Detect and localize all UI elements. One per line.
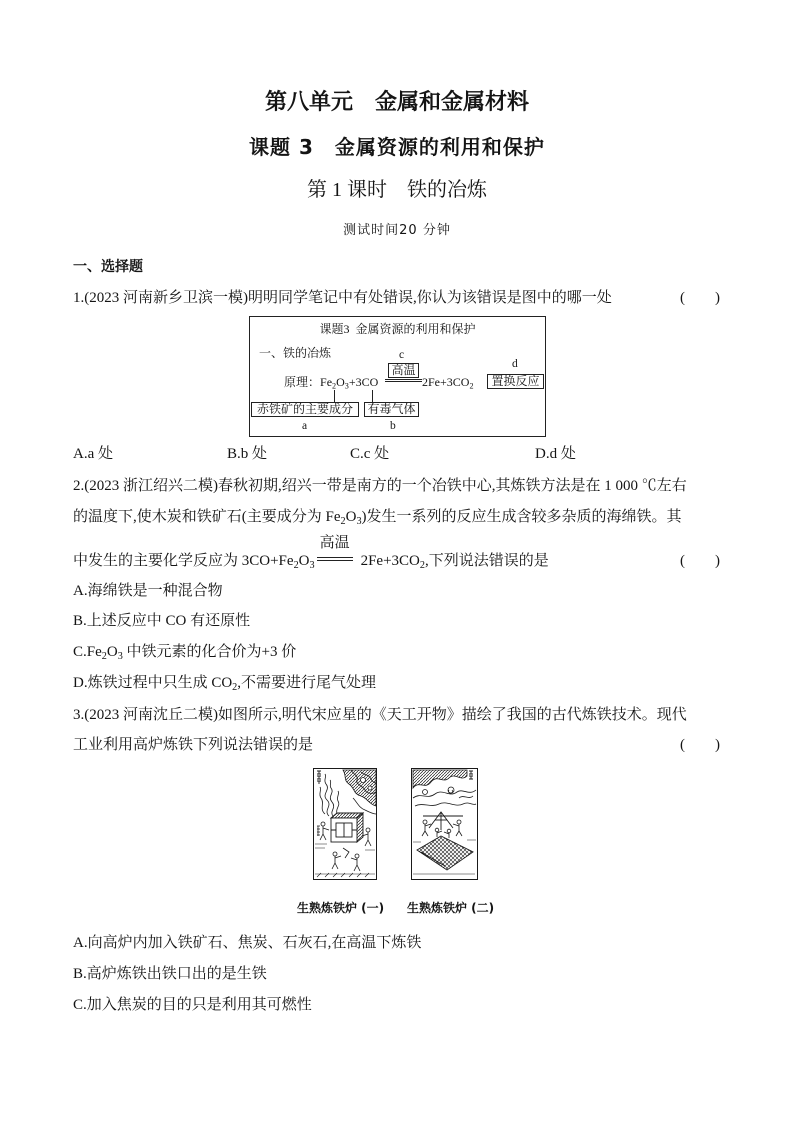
q2-option-d-tail: ,不需要进行尾气处理 — [237, 675, 377, 691]
q2-stem-line-1: 2.(2023 浙江绍兴二模)春秋初期,绍兴一带是南方的一个冶铁中心,其炼铁方法是在 1 000 ℃左右 — [73, 478, 687, 494]
note-box-b: 有毒气体 — [364, 402, 419, 417]
q2-reaction-condition: 高温 — [319, 535, 350, 551]
q3-option-c: C.加入焦炭的目的只是利用其可燃性 — [73, 997, 312, 1013]
woodcut-furnace-2-image — [411, 768, 478, 880]
label-c: c — [399, 349, 405, 361]
q2-line3-product: 2Fe+3CO — [360, 553, 420, 569]
period-title: 第 1 课时 铁的冶炼 — [307, 179, 487, 201]
q2-option-d-lead: D.炼铁过程中只生成 CO — [73, 675, 233, 691]
equals-sign — [385, 379, 422, 382]
label-b: b — [390, 420, 396, 432]
q1-option-c: C.c 处 — [350, 446, 390, 462]
q3-answer-bracket: ( ) — [680, 737, 720, 753]
lesson-title: 课题 3 金属资源的利用和保护 — [249, 135, 545, 159]
label-a: a — [302, 420, 308, 432]
q2-line2-lead: 的温度下,使木炭和铁矿石(主要成分为 Fe — [73, 509, 341, 525]
test-time: 测试时间20 分钟 — [343, 223, 451, 238]
q1-stem: 1.(2023 河南新乡卫滨一模)明明同学笔记中有处错误,你认为该错误是图中的哪一处 — [73, 290, 612, 306]
principle-label: 原理： — [284, 375, 321, 389]
q2-option-d — [73, 673, 376, 693]
figure-title: 课题3 金属资源的利用和保护 — [319, 322, 476, 336]
furnace — [331, 813, 363, 842]
section-title: 一、选择题 — [73, 259, 143, 275]
q3-stem-line-2: 工业利用高炉炼铁下列说法错误的是 — [73, 737, 314, 753]
principle-reactants — [284, 375, 378, 389]
reaction-type-box: 置换反应 — [487, 374, 544, 389]
q3-stem-line-1: 3.(2023 河南沈丘二模)如图所示,明代宋应星的《天工开物》描绘了我国的古代炼铁技术。现代 — [73, 707, 687, 723]
connector-line-a — [334, 390, 335, 402]
q2-stem-line-2 — [73, 507, 682, 527]
q2-line3-lead: 中发生的主要化学反应为 3CO+Fe — [73, 553, 294, 569]
unit-title: 第八单元 金属和金属材料 — [264, 90, 529, 115]
q2-option-a: A.海绵铁是一种混合物 — [73, 583, 223, 599]
q2-line2-o: O — [345, 509, 357, 525]
product-text: 2Fe+3CO — [422, 375, 470, 389]
q2-option-c-tail: 中铁元素的化合价为+3 价 — [122, 644, 297, 660]
q2-line3-sub-3: 3 — [309, 559, 315, 571]
q2-line3-tail: ,下列说法错误的是 — [424, 553, 549, 569]
figure-heading: 一、铁的冶炼 — [259, 346, 332, 360]
reactant-co: +3CO — [348, 375, 379, 389]
product-sub: 2 — [469, 381, 474, 391]
q2-option-c-o: O — [106, 644, 118, 660]
q3-option-b: B.高炉炼铁出铁口出的是生铁 — [73, 966, 267, 982]
connector-line-b — [372, 390, 373, 402]
q2-option-c-sub-3: 3 — [117, 650, 123, 662]
q2-option-c — [73, 642, 296, 662]
woodcut-furnace-1-image — [313, 768, 377, 880]
q2-line3-product-sub: 2 — [419, 559, 425, 571]
q2-option-c-sub-2: 2 — [101, 650, 107, 662]
reactant-o: O — [336, 375, 345, 389]
q1-option-d: D.d 处 — [535, 446, 576, 462]
q2-option-d-sub: 2 — [232, 681, 238, 693]
q2-line3-o: O — [298, 553, 310, 569]
q2-line2-sub-3: 3 — [356, 515, 362, 527]
principle-products — [422, 375, 474, 389]
q1-notes-figure — [249, 316, 546, 437]
label-d: d — [512, 358, 518, 370]
q2-line2-sub-2: 2 — [340, 515, 346, 527]
reactant-fe: Fe — [320, 375, 333, 389]
q2-line3-sub-2: 2 — [293, 559, 299, 571]
condition-box: 高温 — [388, 363, 419, 378]
q2-option-b: B.上述反应中 CO 有还原性 — [73, 613, 251, 629]
q2-equals-sign — [317, 535, 353, 561]
q3-option-a: A.向高炉内加入铁矿石、焦炭、石灰石,在高温下炼铁 — [73, 935, 422, 951]
reactant-sub-2: 2 — [332, 381, 337, 391]
q1-option-a: A.a 处 — [73, 446, 113, 462]
note-box-a: 赤铁矿的主要成分 — [251, 402, 359, 417]
q1-option-b: B.b 处 — [227, 446, 268, 462]
reactant-sub-3: 3 — [344, 381, 349, 391]
figure-caption-2: 生熟炼铁炉 (二) — [407, 901, 495, 915]
q2-line2-tail: )发生一系列的反应生成含较多杂质的海绵铁。其 — [361, 509, 682, 525]
q1-answer-bracket: ( ) — [680, 290, 720, 306]
figure-caption-1: 生熟炼铁炉 (一) — [297, 901, 385, 915]
q2-stem-line-3 — [73, 535, 549, 571]
q2-answer-bracket: ( ) — [680, 553, 720, 569]
q2-option-c-lead: C.Fe — [73, 644, 102, 660]
